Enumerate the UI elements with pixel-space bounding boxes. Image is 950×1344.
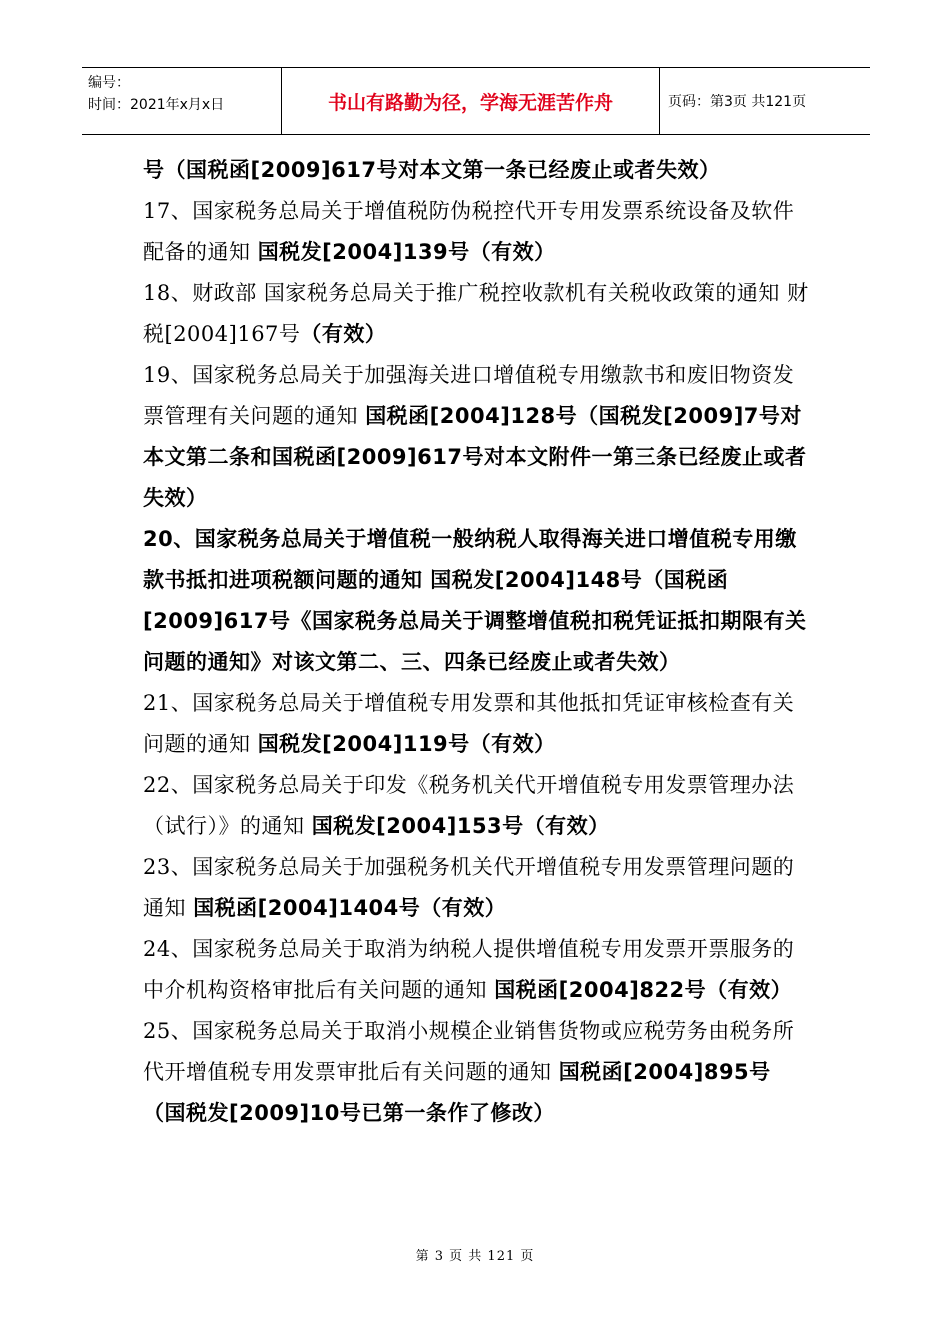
header-motto: 书山有路勤为径，学海无涯苦作舟	[282, 68, 660, 134]
paragraph-bold-text: 号（国税函[2009]617号对本文第一条已经废止或者失效）	[143, 158, 721, 182]
paragraph-text: 25、国家税务总局关于取消小规模企业销售货物或应税劳务由税务所代开增值税专用发票审批后有关问题的通知	[143, 1019, 795, 1084]
paragraph-bold-text: 国税发[2004]153号（有效）	[311, 814, 610, 838]
header-page-info: 页码：第3页 共121页	[668, 94, 807, 110]
document-paragraph	[143, 519, 811, 683]
document-paragraph	[143, 847, 811, 929]
paragraph-text: 23、国家税务总局关于加强税务机关代开增值税专用发票管理问题的通知	[143, 855, 795, 920]
document-paragraph	[143, 150, 811, 191]
paragraph-text: 22、国家税务总局关于印发《税务机关代开增值税专用发票管理办法（试行）》的通知	[143, 773, 795, 838]
document-paragraph	[143, 765, 811, 847]
paragraph-bold-text: 国税函[2004]128号（国税发[2009]7号对本文第二条和国税函[2009]617号对本文附件一第三条已经废止或者失效）	[143, 404, 807, 510]
paragraph-bold-text: 国税发[2004]139号（有效）	[257, 240, 556, 264]
paragraph-text: 24、国家税务总局关于取消为纳税人提供增值税专用发票开票服务的中介机构资格审批后有关问题的通知	[143, 937, 795, 1002]
document-paragraph	[143, 191, 811, 273]
page-header	[82, 67, 870, 135]
paragraph-text: 18、财政部 国家税务总局关于推广税控收款机有关税收政策的通知 财税[2004]167号	[143, 281, 809, 346]
document-paragraph	[143, 683, 811, 765]
paragraph-bold-text: 国税函[2004]1404号（有效）	[193, 896, 507, 920]
document-paragraph	[143, 355, 811, 519]
document-time: 时间：2021年x月x日	[88, 97, 225, 113]
page-footer: 第 3 页 共 121 页	[415, 1249, 535, 1264]
document-paragraph	[143, 929, 811, 1011]
paragraph-bold-text: 国税发[2004]119号（有效）	[257, 732, 556, 756]
paragraph-text: 19、国家税务总局关于加强海关进口增值税专用缴款书和废旧物资发票管理有关问题的通知	[143, 363, 795, 428]
paragraph-bold-text: 国税函[2004]895号（国税发[2009]10号已第一条作了修改）	[143, 1060, 771, 1125]
paragraph-text: 17、国家税务总局关于增值税防伪税控代开专用发票系统设备及软件配备的通知	[143, 199, 795, 264]
paragraph-text: 21、国家税务总局关于增值税专用发票和其他抵扣凭证审核检查有关问题的通知	[143, 691, 795, 756]
document-body	[143, 150, 811, 1134]
paragraph-bold-text: 20、国家税务总局关于增值税一般纳税人取得海关进口增值税专用缴款书抵扣进项税额问题的通知 国税发[2004]148号（国税函[2009]617号《国家税务总局关于调整增值税扣税凭证抵扣期限有关问题的通知》对该文第二、三、四条已经废止或者失效）	[143, 527, 807, 674]
paragraph-bold-text: （有效）	[300, 322, 387, 346]
document-paragraph	[143, 273, 811, 355]
document-number-label: 编号：	[88, 75, 130, 91]
paragraph-bold-text: 国税函[2004]822号（有效）	[494, 978, 793, 1002]
document-paragraph	[143, 1011, 811, 1134]
header-meta	[82, 68, 282, 134]
